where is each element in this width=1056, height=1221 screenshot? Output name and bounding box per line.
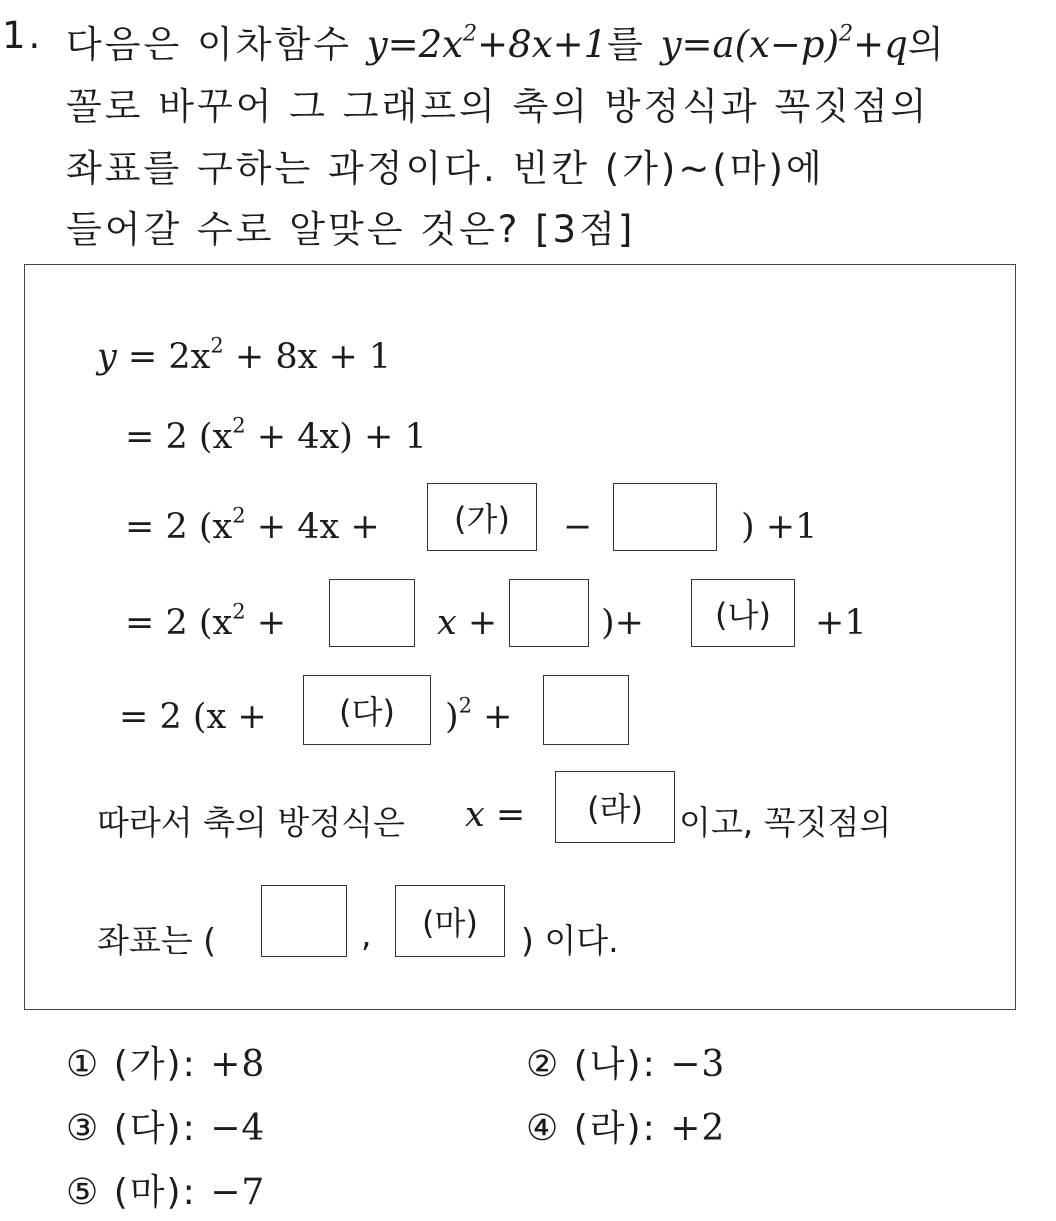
step-4-tail: +1 (815, 603, 867, 643)
step-4-part-a: = 2 (x (125, 603, 233, 643)
step-3-part-a: = 2 (x (125, 507, 233, 547)
step-1-exponent: 2 (210, 333, 224, 358)
particle-ui: 의 (907, 23, 947, 66)
choice-1-value: +8 (210, 1044, 266, 1085)
step-4-x-term: x + (437, 603, 498, 643)
step-4-exponent: 2 (232, 599, 246, 624)
blank-subtract (613, 483, 717, 551)
choice-3-mark: ③ (66, 1108, 101, 1149)
step-5-plus: + (472, 697, 513, 737)
step-5-exponent: 2 (458, 693, 473, 718)
axis-variable (465, 795, 525, 835)
step-4-close: )+ (601, 603, 644, 643)
question-line-3: 좌표를 구하는 과정이다. 빈칸 (가)~(마)에 (66, 147, 825, 190)
step-4-left (125, 599, 287, 643)
step-4-x (437, 603, 497, 643)
choice-3-label: (다): (113, 1108, 197, 1149)
step-3-minus: − (563, 507, 593, 547)
blank-da: (다) (303, 675, 431, 745)
question-line-2: 꼴로 바꾸어 그 그래프의 축의 방정식과 꼭짓점의 (66, 85, 930, 128)
step-5-left: = 2 (x + (119, 697, 267, 737)
axis-sentence-suffix: 이고, 꼭짓점의 (679, 803, 892, 842)
func2-part-b: +q (853, 23, 908, 66)
question-line-4: 들어갈 수로 알맞은 것은? [3점] (66, 208, 636, 251)
blank-constant (509, 579, 589, 647)
choice-1-mark: ① (66, 1044, 101, 1085)
step-2-part-a: = 2 (x (125, 417, 233, 457)
func2-exponent: 2 (839, 20, 854, 47)
blank-ma: (마) (395, 885, 505, 957)
question-number: 1. (2, 14, 44, 57)
step-2-exponent: 2 (232, 413, 246, 438)
choice-5-value: −7 (210, 1172, 266, 1213)
func2-part-a: y=a(x−p) (660, 23, 840, 66)
choice-2[interactable] (526, 1036, 725, 1087)
step-1-y: y (97, 337, 117, 377)
choice-1[interactable] (66, 1036, 265, 1087)
choice-2-value: −3 (670, 1044, 726, 1085)
choice-4[interactable] (526, 1100, 725, 1151)
blank-vertex-x (261, 885, 347, 957)
step-4-part-b: + (245, 603, 287, 643)
func1-part-a: y=2x (366, 23, 464, 66)
step-1 (97, 333, 392, 377)
choice-5[interactable] (66, 1164, 265, 1215)
axis-sentence-prefix: 따라서 축의 방정식은 (97, 803, 405, 842)
step-3-part-b: + 4x + (245, 507, 380, 547)
step-3-left (125, 503, 380, 547)
step-5-close-paren: ) (445, 697, 459, 737)
blank-ra: (라) (555, 771, 675, 843)
quadratic-function-given (366, 20, 608, 66)
choice-5-mark: ⑤ (66, 1172, 101, 1213)
choice-2-mark: ② (526, 1044, 561, 1085)
choice-2-label: (나): (573, 1044, 657, 1085)
step-3-exponent: 2 (232, 503, 246, 528)
choice-4-value: +2 (670, 1108, 726, 1149)
step-2-part-b: + 4x) + 1 (245, 417, 427, 457)
step-1-part-c: + 8x + 1 (223, 337, 392, 377)
choice-3-value: −4 (210, 1108, 266, 1149)
choice-1-label: (가): (113, 1044, 197, 1085)
step-2 (125, 413, 427, 457)
choice-5-label: (마): (113, 1172, 197, 1213)
blank-coefficient (329, 579, 415, 647)
step-3-tail: ) +1 (741, 507, 818, 547)
step-5-square (445, 693, 513, 737)
blank-na: (나) (691, 579, 795, 647)
func1-part-b: +8x+1 (477, 23, 608, 66)
vertex-form-function (660, 20, 908, 66)
func1-exponent: 2 (463, 20, 478, 47)
choice-3[interactable] (66, 1100, 265, 1151)
choice-4-mark: ④ (526, 1108, 561, 1149)
vertex-comma: , (361, 915, 372, 954)
vertex-sentence-prefix: 좌표는 ( (97, 921, 216, 960)
blank-vertex-y (543, 675, 629, 745)
question-line-1-prefix: 다음은 이차함수 (66, 23, 367, 66)
step-1-part-b: = 2x (116, 337, 211, 377)
axis-x-equals: x = (465, 795, 526, 835)
particle-reul: 를 (607, 23, 661, 66)
choice-4-label: (라): (573, 1108, 657, 1149)
blank-ga: (가) (427, 483, 537, 551)
solution-box (24, 264, 1016, 1010)
vertex-sentence-suffix: ) 이다. (521, 921, 619, 960)
question-line-1 (66, 14, 947, 68)
